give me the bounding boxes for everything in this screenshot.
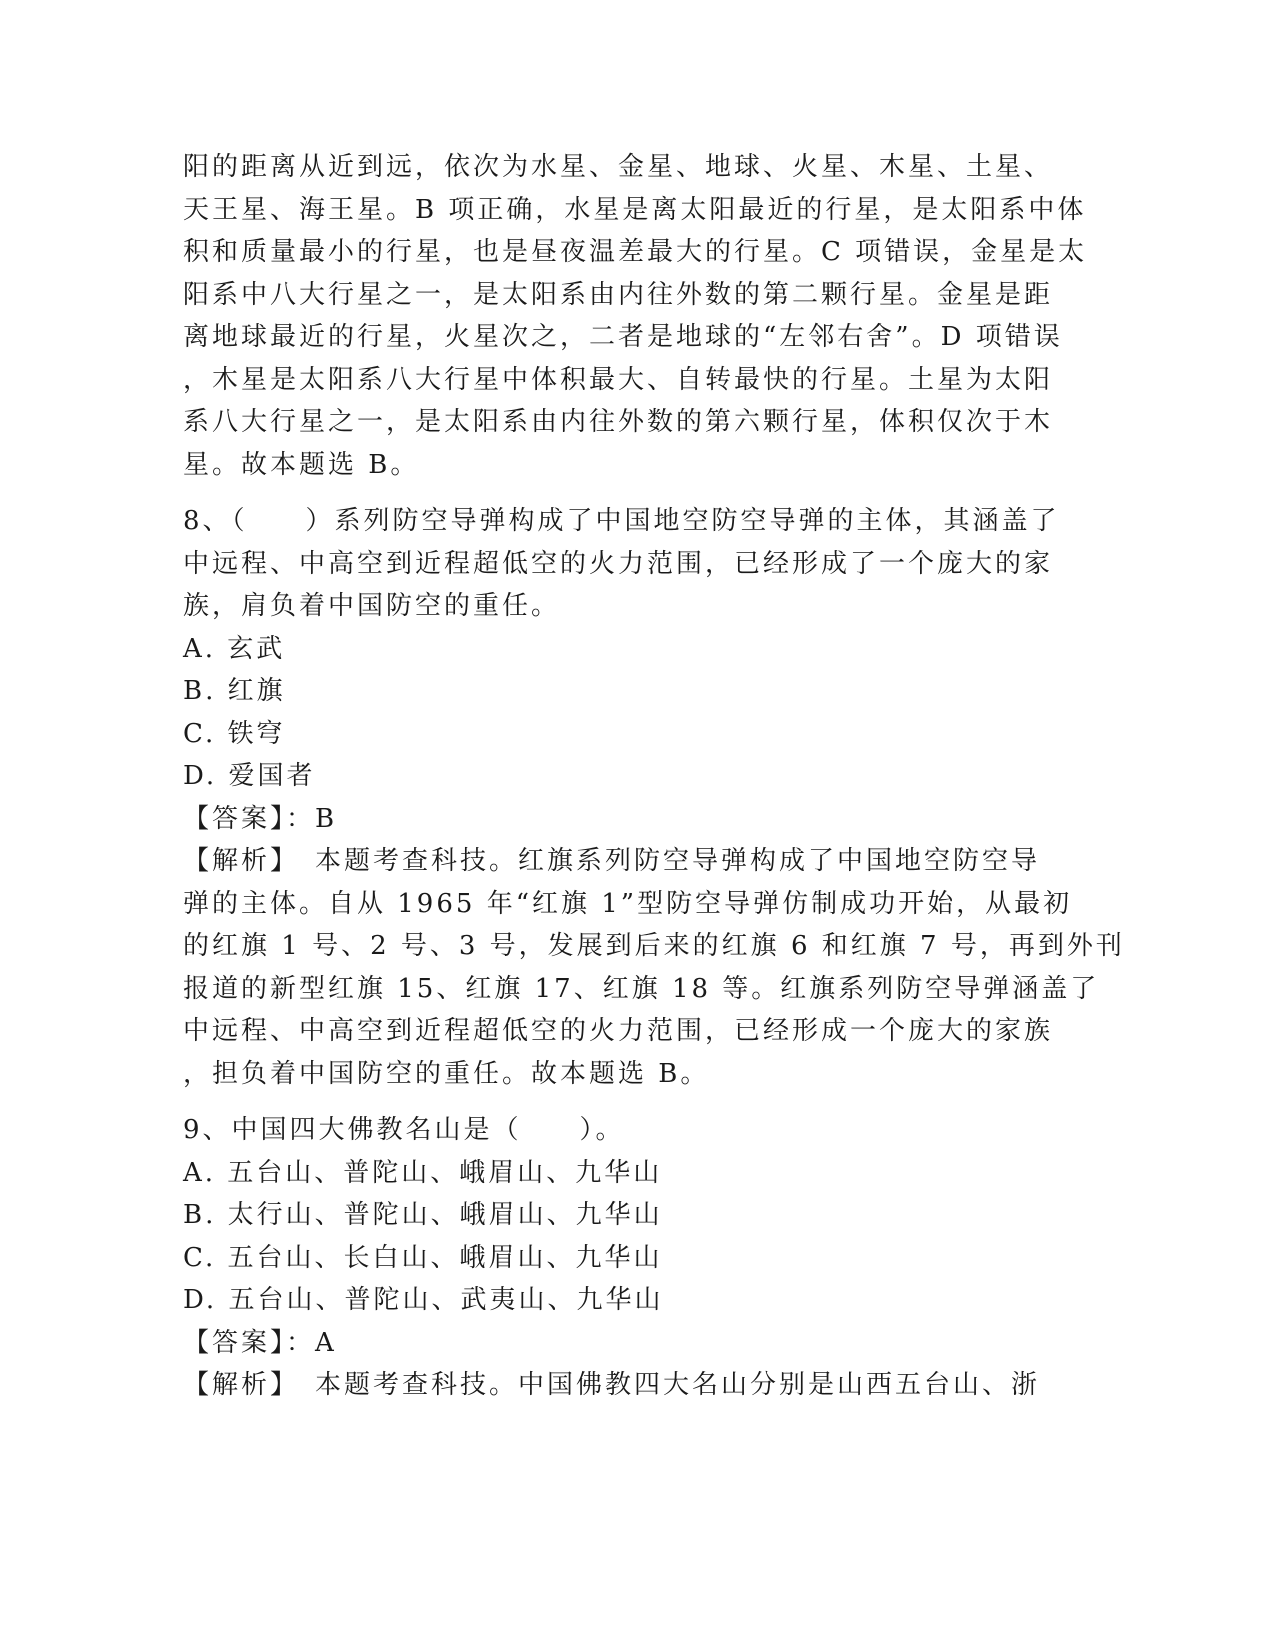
paragraph-line: 阳系中八大行星之一，是太阳系由内往外数的第二颗行星。金星是距 [183, 279, 1054, 310]
question-stem-line: 族，肩负着中国防空的重任。 [183, 591, 561, 621]
explanation-line: 中远程、中高空到近程超低空的火力范围，已经形成一个庞大的家族 [183, 1016, 1054, 1046]
question-9 [183, 1109, 1088, 1407]
paragraph-line: 星。故本题选 B。 [183, 449, 420, 480]
question-stem-line: 8、（ ）系列防空导弹构成了中国地空防空导弹的主体，其涵盖了 [183, 506, 1060, 536]
option-d: D. 爱国者 [183, 761, 316, 791]
answer-value: A [315, 1327, 337, 1358]
option-b: B. 红旗 [183, 676, 286, 706]
explanation-text: 本题考查科技。红旗系列防空导弹构成了中国地空防空导 [286, 846, 1041, 876]
question-stem-line: 中远程、中高空到近程超低空的火力范围，已经形成了一个庞大的家 [183, 548, 1054, 579]
paragraph-line: 离地球最近的行星，火星次之，二者是地球的“左邻右舍”。D 项错误 [183, 322, 1063, 352]
document-page [183, 146, 1125, 1407]
option-a: A. 玄武 [183, 633, 286, 664]
explanation-line: ，担负着中国防空的重任。故本题选 B。 [183, 1058, 710, 1089]
answer-line [183, 1322, 1088, 1365]
explanation-line [183, 1364, 1088, 1407]
explanation-line: 弹的主体。自从 1965 年“红旗 1”型防空导弹仿制成功开始，从最初 [183, 888, 1073, 919]
paragraph-line: 系八大行星之一，是太阳系由内往外数的第六颗行星，体积仅次于木 [183, 407, 1054, 437]
option-d: D. 五台山、普陀山、武夷山、九华山 [183, 1285, 664, 1315]
option-c: C. 五台山、长白山、峨眉山、九华山 [183, 1242, 663, 1273]
explanation-label: 【解析】 [183, 1370, 287, 1400]
question-stem-line: 9、中国四大佛教名山是（ ）。 [183, 1115, 625, 1145]
option-b: B. 太行山、普陀山、峨眉山、九华山 [183, 1200, 663, 1230]
answer-value: B [315, 803, 338, 834]
paragraph-line: ，木星是太阳系八大行星中体积最大、自转最快的行星。土星为太阳 [183, 364, 1054, 395]
q7-explanation-continued [183, 146, 1088, 486]
explanation-line [183, 840, 1088, 883]
paragraph-line: 积和质量最小的行星，也是昼夜温差最大的行星。C 项错误，金星是太 [183, 237, 1088, 267]
option-c: C. 铁穹 [183, 718, 286, 749]
paragraph-line: 天王星、海王星。B 项正确，水星是离太阳最近的行星，是太阳系中体 [183, 194, 1087, 225]
answer-label: 【答案】： [183, 803, 316, 834]
explanation-text: 本题考查科技。中国佛教四大名山分别是山西五台山、浙 [286, 1370, 1041, 1400]
answer-line [183, 798, 1088, 841]
explanation-label: 【解析】 [183, 846, 287, 876]
explanation-line: 报道的新型红旗 15、红旗 17、红旗 18 等。红旗系列防空导弹涵盖了 [183, 973, 1100, 1004]
question-8 [183, 500, 1125, 1095]
paragraph-line: 阳的距离从近到远，依次为水星、金星、地球、火星、木星、土星、 [183, 152, 1054, 182]
explanation-line: 的红旗 1 号、2 号、3 号，发展到后来的红旗 6 和红旗 7 号，再到外刊 [183, 931, 1125, 961]
option-a: A. 五台山、普陀山、峨眉山、九华山 [183, 1157, 663, 1188]
answer-label: 【答案】： [183, 1327, 316, 1358]
